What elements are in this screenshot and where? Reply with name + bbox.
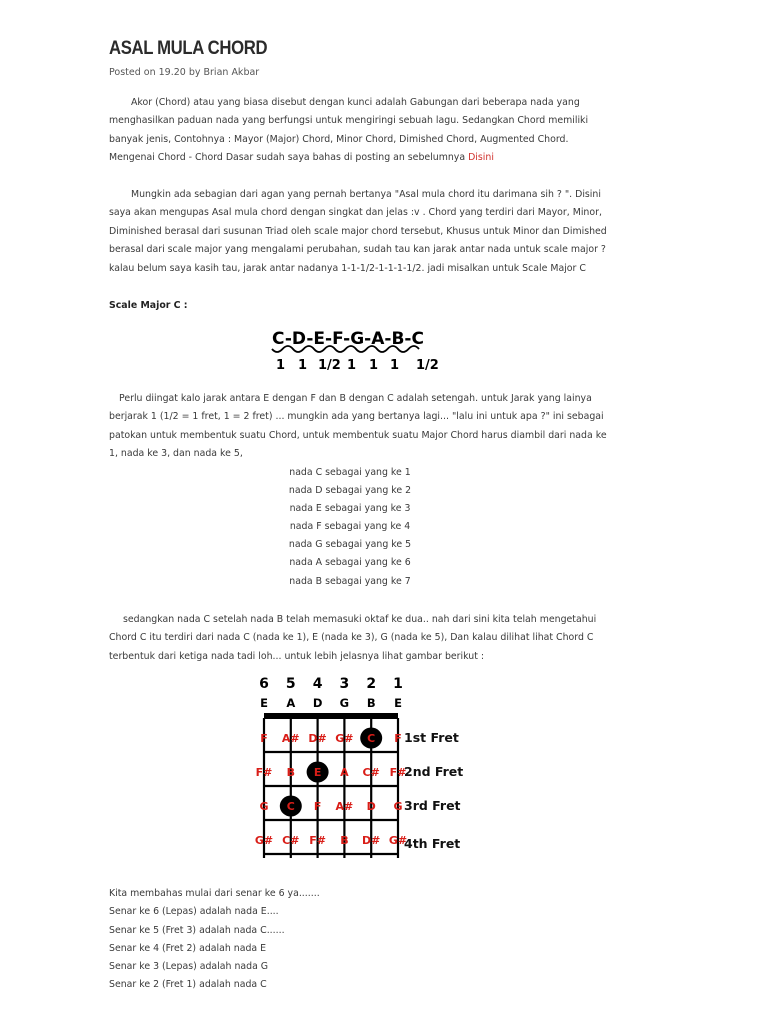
string-number-1: 1 bbox=[393, 676, 403, 692]
fretboard-diagram bbox=[246, 672, 468, 882]
fret-note-3-1: G bbox=[259, 800, 269, 813]
fret-label-3: 3rd Fret bbox=[404, 798, 461, 813]
string-explanation-line-5: Senar ke 3 (Lepas) adalah nada G bbox=[109, 961, 269, 973]
scale-heading: Scale Major C : bbox=[109, 300, 188, 311]
string-explanation-line-1: Kita membahas mulai dari senar ke 6 ya....... bbox=[109, 888, 320, 899]
scale-interval-2: 1 bbox=[298, 358, 308, 373]
fret-note-1-5: C bbox=[367, 732, 376, 745]
scale-interval-3: 1/2 bbox=[318, 358, 341, 373]
fret-note-2-1: F# bbox=[255, 766, 273, 779]
open-string-label-2: A bbox=[286, 696, 296, 710]
string-explanation-line-6: Senar ke 2 (Fret 1) adalah nada C bbox=[109, 979, 267, 991]
post-title[interactable]: ASAL MULA CHORD bbox=[109, 38, 268, 59]
fret-note-2-4: A bbox=[340, 766, 349, 779]
string-number-5: 5 bbox=[285, 676, 296, 692]
disini-link[interactable]: Disini bbox=[468, 152, 494, 164]
fret-note-2-6: F# bbox=[389, 766, 407, 779]
string-number-3: 3 bbox=[339, 676, 350, 692]
paragraph-chord-c-text: sedangkan nada C setelah nada B telah memasuki oktaf ke dua.. nah dari sini kita telah mengetahui Chord C itu terdiri dari nada C (nada ke 1), E (nada ke 3), G (nada ke 5), Dan kalau dilihat lihat Chord C terbentuk dari ketiga nada tadi loh... untuk lebih jelasnya lihat gambar berikut : bbox=[109, 614, 597, 662]
fret-note-3-5: D bbox=[366, 800, 376, 813]
open-string-label-5: B bbox=[366, 696, 376, 710]
fret-note-2-3: E bbox=[313, 766, 322, 779]
open-string-label-6: E bbox=[394, 696, 402, 710]
scale-interval-5: 1 bbox=[369, 358, 379, 373]
fret-note-4-3: F# bbox=[309, 834, 326, 847]
paragraph-scale-intro bbox=[109, 186, 609, 278]
fret-note-3-3: F bbox=[313, 800, 322, 813]
fret-note-3-2: C bbox=[286, 800, 295, 813]
fret-note-1-2: A# bbox=[281, 732, 300, 745]
note-degree-item-4: nada F sebagai yang ke 4 bbox=[289, 521, 411, 533]
fret-note-4-2: C# bbox=[282, 834, 300, 847]
paragraph-intro bbox=[109, 94, 609, 168]
string-number-6: 6 bbox=[259, 676, 269, 692]
scale-figure bbox=[258, 322, 448, 374]
paragraph-intro-text: Akor (Chord) atau yang biasa disebut dengan kunci adalah Gabungan dari beberapa nada yang menghasilkan paduan nada yang berfungsi untuk mengiringi sebuah lagu. Sedangkan Chord memiliki banyak jenis, Contohnya : Mayor (Major) Chord, Minor Chord, Dimished Chord, Augmented Chord. Mengenai Chord - Chord Dasar sudah saya bahas di posting an sebelumnya bbox=[109, 97, 589, 164]
string-number-4: 4 bbox=[312, 676, 323, 692]
fret-note-4-1: G# bbox=[254, 834, 274, 847]
fret-note-4-5: D# bbox=[362, 834, 381, 847]
fret-note-4-6: G# bbox=[388, 834, 408, 847]
fret-note-4-4: B bbox=[340, 834, 349, 847]
fret-note-3-6: G bbox=[393, 800, 403, 813]
scale-interval-1: 1 bbox=[276, 358, 286, 373]
fret-label-2: 2nd Fret bbox=[404, 764, 464, 779]
fret-note-2-2: B bbox=[286, 766, 295, 779]
paragraph-scale-intro-text: Mungkin ada sebagian dari agan yang pernah bertanya "Asal mula chord itu darimana sih ? ". Disini saya akan mengupas Asal mula chord dengan singkat dan jelas :v . Chord yang terdiri dari Mayor, Minor, Diminished berasal dari susunan Triad oleh scale major chord tersebut, Khusus untuk Minor dan Dimished berasal dari scale major yang mengalami perubahan, sudah tau kan jarak antar nada untuk scale major ? kalau belum saya kasih tau, jarak antar nadanya 1-1-1/2-1-1-1-1/2. jadi misalkan untuk Scale Major C bbox=[109, 189, 607, 274]
open-string-label-4: G bbox=[339, 696, 350, 710]
note-degree-item-3: nada E sebagai yang ke 3 bbox=[289, 503, 411, 515]
fret-label-4: 4th Fret bbox=[404, 836, 461, 851]
open-string-label-3: D bbox=[312, 696, 323, 710]
fret-note-1-1: F bbox=[260, 732, 268, 745]
scale-interval-7: 1/2 bbox=[416, 358, 439, 373]
note-degree-item-1: nada C sebagai yang ke 1 bbox=[289, 467, 411, 478]
string-explanation-list bbox=[109, 885, 320, 995]
paragraph-chord-c bbox=[109, 611, 609, 666]
open-string-label-1: E bbox=[260, 696, 268, 710]
scale-notes-text: C-D-E-F-G-A-B-C bbox=[272, 329, 424, 349]
string-explanation-line-2: Senar ke 6 (Lepas) adalah nada E.... bbox=[109, 906, 279, 918]
fret-label-1: 1st Fret bbox=[404, 730, 459, 745]
paragraph-interval-note-text: Perlu diingat kalo jarak antara E dengan F dan B dengan C adalah setengah. untuk Jarak yang lainya berjarak 1 (1/2 = 1 fret, 1 = 2 fret) ... mungkin ada yang bertanya lagi... "lalu ini untuk apa ?" ini sebagai patokan untuk membentuk suatu Chord, untuk membentuk suatu Major Chord harus diambil dari nada ke 1, nada ke 3, dan nada ke 5, bbox=[109, 393, 607, 460]
fret-note-3-4: A# bbox=[335, 800, 354, 813]
note-degree-item-7: nada B sebagai yang ke 7 bbox=[289, 575, 411, 587]
string-explanation-line-3: Senar ke 5 (Fret 3) adalah nada C...... bbox=[109, 924, 285, 936]
note-degree-item-6: nada A sebagai yang ke 6 bbox=[289, 557, 411, 569]
fret-note-2-5: C# bbox=[362, 766, 380, 779]
string-number-2: 2 bbox=[366, 676, 377, 692]
fret-note-1-3: D# bbox=[308, 732, 327, 745]
string-explanation-line-4: Senar ke 4 (Fret 2) adalah nada E bbox=[109, 942, 267, 954]
scale-interval-4: 1 bbox=[347, 358, 357, 373]
note-degree-list bbox=[250, 464, 450, 591]
note-degree-item-5: nada G sebagai yang ke 5 bbox=[288, 539, 412, 551]
post-meta: Posted on 19.20 by Brian Akbar bbox=[109, 67, 260, 78]
fret-note-1-6: F bbox=[394, 732, 402, 745]
fretboard-nut bbox=[264, 713, 398, 719]
scale-interval-6: 1 bbox=[390, 358, 400, 373]
fret-note-1-4: G# bbox=[335, 732, 354, 745]
paragraph-interval-note bbox=[109, 390, 609, 464]
note-degree-item-2: nada D sebagai yang ke 2 bbox=[288, 485, 412, 497]
